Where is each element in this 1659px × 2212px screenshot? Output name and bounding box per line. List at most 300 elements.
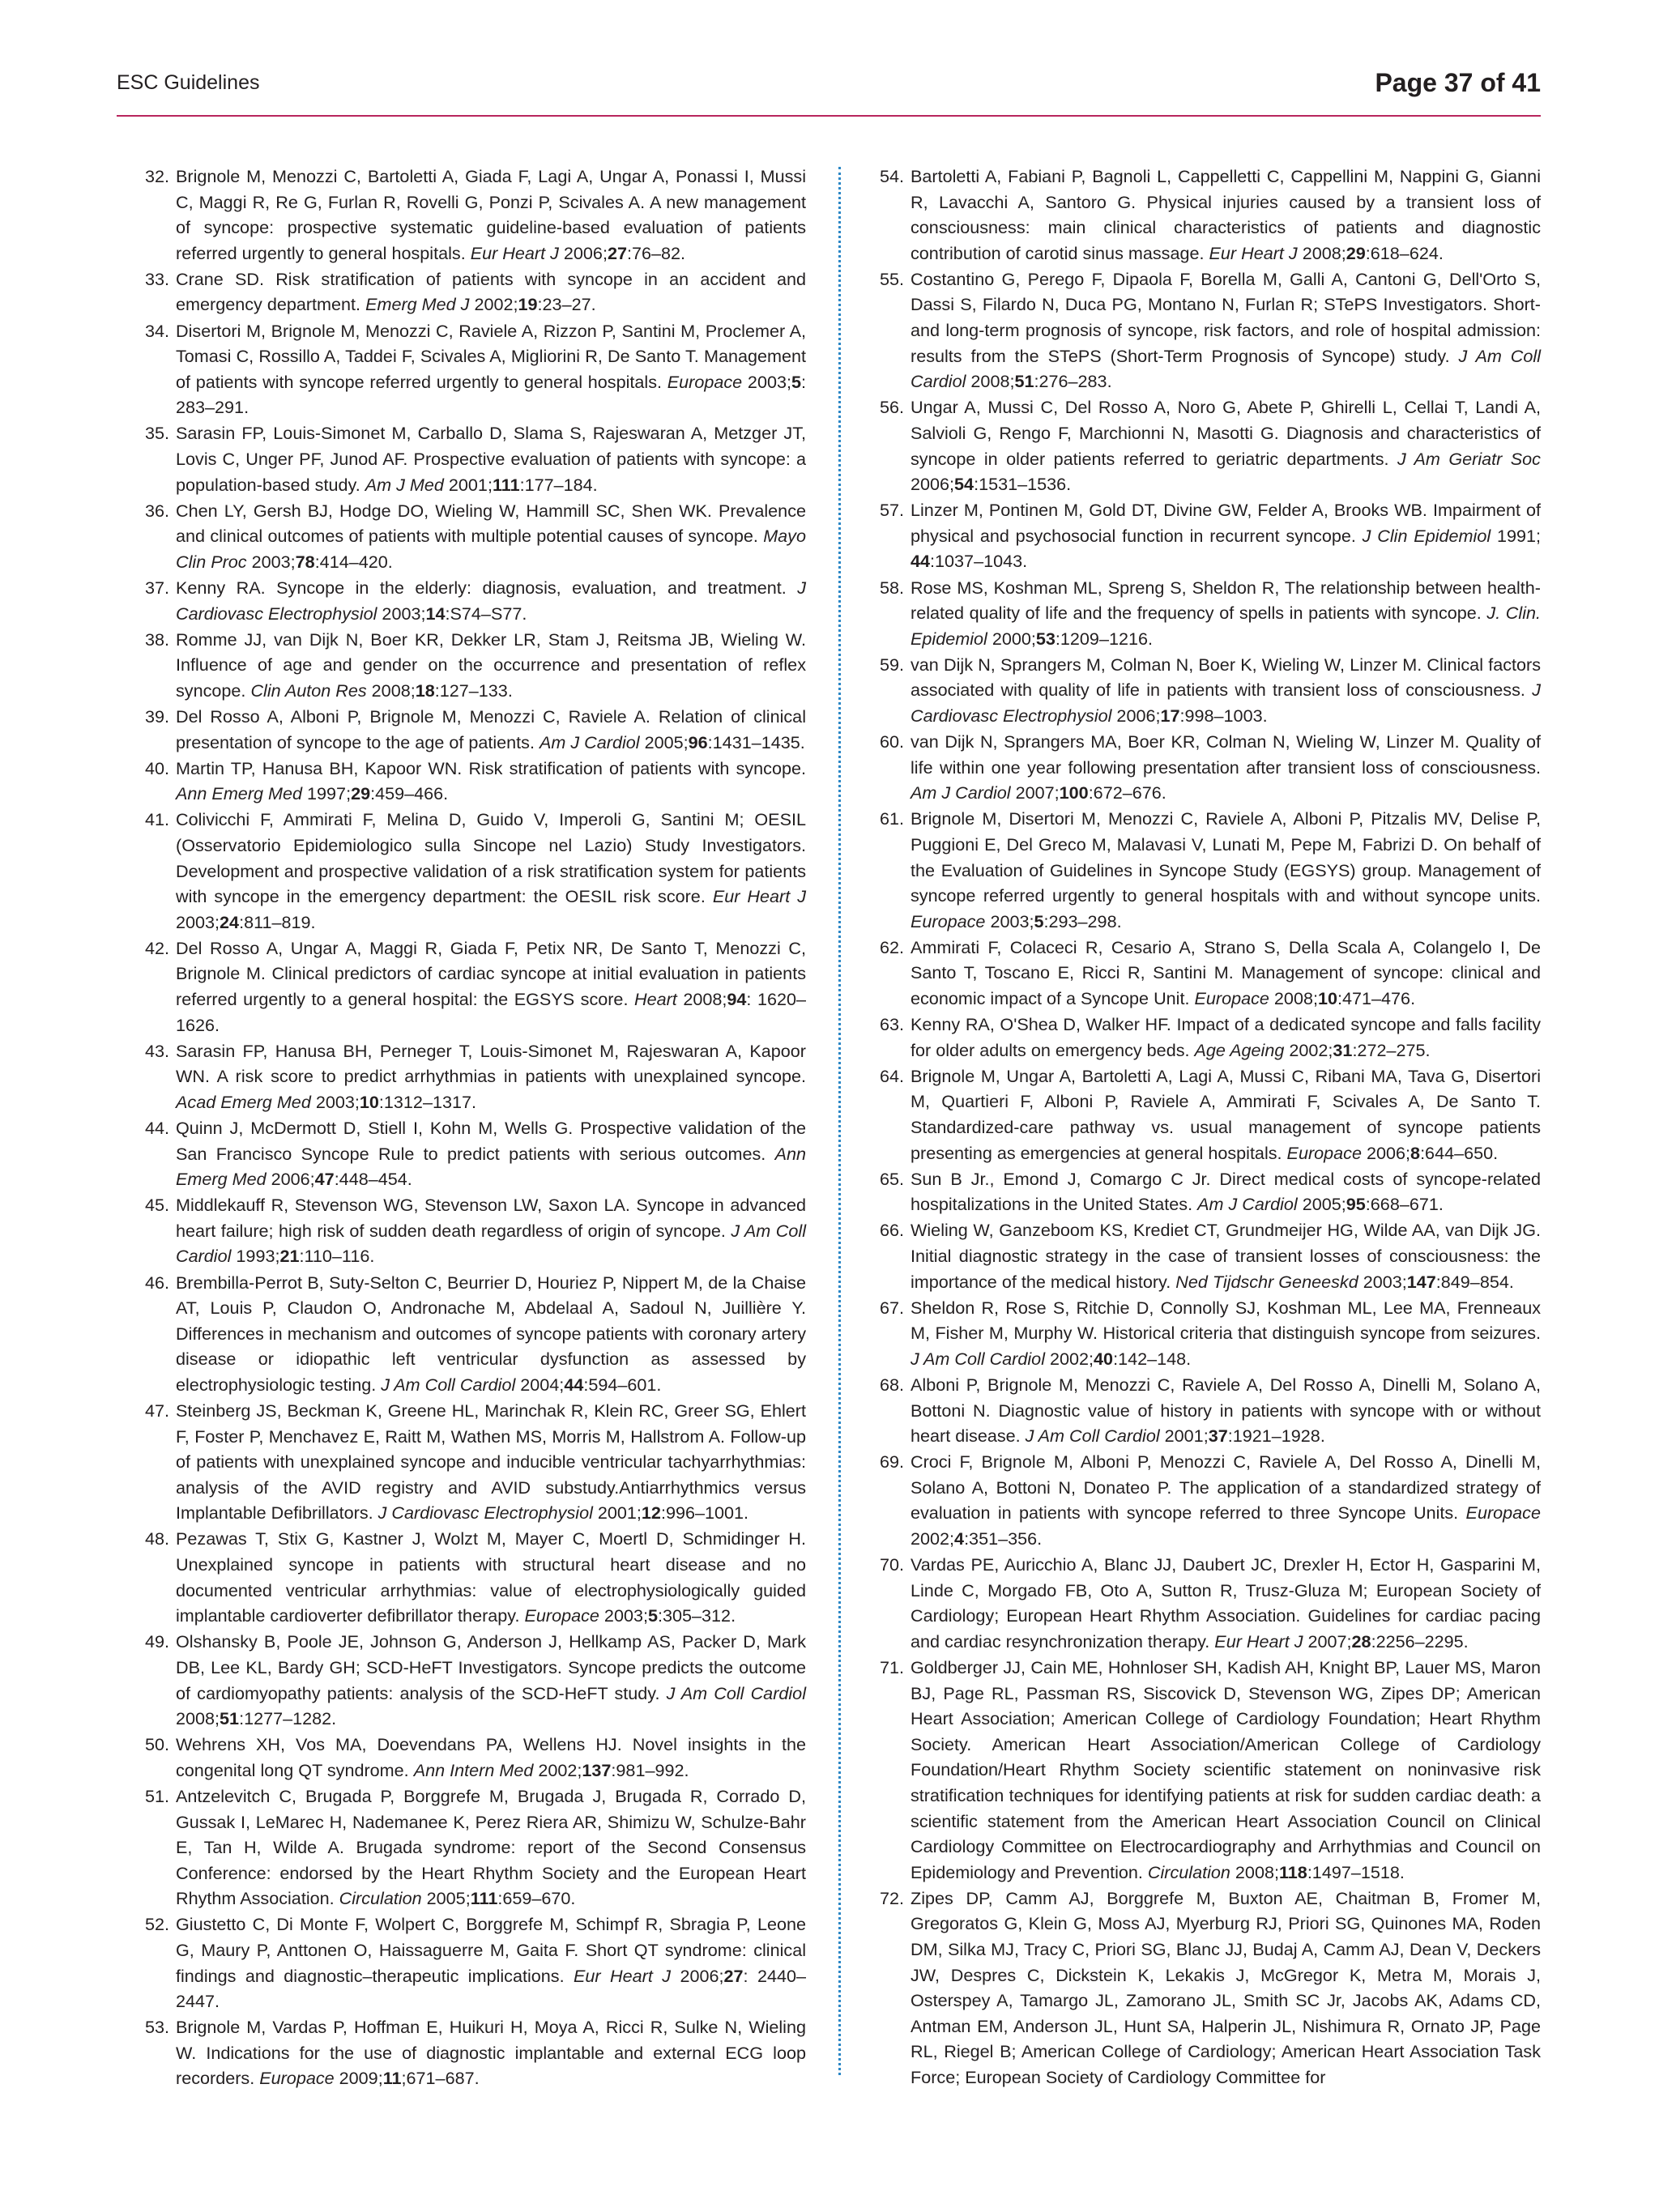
reference-text bbox=[176, 2017, 806, 2088]
citation-text: :644–650. bbox=[1420, 1142, 1499, 1163]
citation-text: Sarasin FP, Hanusa BH, Perneger T, Louis-Simonet M, Rajeswaran A, Kapoor WN. A risk score to predict arrhythmias in patients with unexplained syncope. bbox=[176, 1040, 806, 1087]
citation-text: Ungar A, Mussi C, Del Rosso A, Noro G, Abete P, Ghirelli L, Cellai T, Landi A, Salvioli G, Rengo F, Marchionni N, Masotti G. Diagnosis and characteristics of syncope in older patients referred to geriatric departments. bbox=[911, 397, 1541, 469]
reference-text bbox=[176, 321, 806, 418]
reference-number: 64. bbox=[879, 1065, 904, 1086]
citation-text: 2006; bbox=[911, 474, 955, 495]
reference-number: 40. bbox=[144, 757, 169, 778]
citation-text: 2002; bbox=[911, 1528, 955, 1549]
reference-text bbox=[176, 1272, 806, 1395]
reference-item bbox=[144, 575, 806, 626]
citation-text: Brignole M, Ungar A, Bartoletti A, Lagi A, Mussi C, Ribani MA, Tava G, Disertori M, Quartieri F, Alboni P, Raviele A, Ammirati F, Scivales A, De Santo T. Standardized-care pathway vs. usual management of syncope patients presenting as emergencies at general hospitals. bbox=[911, 1065, 1541, 1163]
reference-number: 61. bbox=[879, 808, 904, 829]
citation-text: 2004; bbox=[515, 1374, 565, 1395]
citation-text: 2005; bbox=[421, 1888, 471, 1909]
journal-title: Am J Cardiol bbox=[911, 782, 1011, 803]
reference-item bbox=[144, 420, 806, 497]
volume-number: 5 bbox=[647, 1605, 658, 1626]
citation-text: Pezawas T, Stix G, Kastner J, Wolzt M, Mayer C, Moertl D, Schmidinger H. Unexplained syncope in patients with structural heart disease and no documented ventricular arrhythmias: value of electrophysiologically guided implantable cardioverter defibrillator therapy. bbox=[176, 1528, 806, 1626]
journal-title: J Am Coll Cardiol bbox=[176, 1220, 806, 1267]
reference-text bbox=[176, 1118, 806, 1189]
reference-text bbox=[911, 1375, 1541, 1446]
citation-text: Sheldon R, Rose S, Ritchie D, Connolly SJ, Koshman ML, Lee MA, Frenneaux M, Fisher M, Murphy W. Historical criteria that distinguish syncope from seizures. bbox=[911, 1297, 1541, 1344]
citation-text: :127–133. bbox=[434, 680, 513, 701]
volume-number: 118 bbox=[1278, 1861, 1307, 1882]
reference-item bbox=[879, 1217, 1541, 1294]
reference-item bbox=[144, 1192, 806, 1269]
reference-text bbox=[176, 1914, 806, 2011]
reference-item bbox=[879, 1372, 1541, 1449]
reference-number: 54. bbox=[879, 166, 904, 186]
reference-text bbox=[911, 1888, 1541, 2087]
journal-title: Eur Heart J bbox=[1214, 1630, 1303, 1652]
volume-number: 53 bbox=[1035, 628, 1056, 649]
volume-number: 17 bbox=[1160, 705, 1180, 726]
reference-number: 41. bbox=[144, 809, 169, 830]
reference-text bbox=[176, 1786, 806, 1908]
volume-number: 21 bbox=[279, 1246, 300, 1267]
reference-text bbox=[176, 166, 806, 263]
reference-text bbox=[176, 706, 806, 752]
citation-text: 2006; bbox=[671, 1965, 724, 1986]
journal-title: J Cardiovasc Electrophysiol bbox=[911, 680, 1541, 726]
citation-text: :1277–1282. bbox=[239, 1708, 337, 1729]
volume-number: 40 bbox=[1094, 1348, 1114, 1369]
volume-number: 8 bbox=[1410, 1142, 1421, 1163]
reference-item bbox=[144, 1912, 806, 2014]
citation-text: Martin TP, Hanusa BH, Kapoor WN. Risk stratification of patients with syncope. bbox=[176, 757, 806, 778]
citation-text: 2006; bbox=[558, 242, 608, 263]
citation-text: :471–476. bbox=[1337, 988, 1416, 1008]
volume-number: 111 bbox=[470, 1888, 498, 1909]
citation-text: :414–420. bbox=[314, 551, 393, 572]
reference-text bbox=[176, 1734, 806, 1780]
reference-text bbox=[911, 166, 1541, 263]
citation-text: Middlekauff R, Stevenson WG, Stevenson LW, Saxon LA. Syncope in advanced heart failure; high risk of sudden death regardless of origin of syncope. bbox=[176, 1195, 806, 1241]
reference-text bbox=[176, 758, 806, 804]
citation-text: Goldberger JJ, Cain ME, Hohnloser SH, Kadish AH, Knight BP, Lauer MS, Maron BJ, Page RL, Passman RS, Siscovick D, Stevenson WG, Zipes DP; American Heart Association; American College of Cardiology Foundation; Heart Rhythm Society. American Heart Association/American College of Cardiology Foundation/Heart Rhythm Society scientific statement on noninvasive risk stratification techniques for identifying patients at risk for sudden cardiac death: a scientific statement from the American Heart Association Council on Clinical Cardiology Committee on Electrocardiography and Arrhythmias and Council on Epidemiology and Prevention. bbox=[911, 1656, 1541, 1882]
citation-text: :811–819. bbox=[239, 911, 316, 932]
reference-text bbox=[911, 1169, 1541, 1215]
citation-text: 2001; bbox=[592, 1502, 642, 1524]
citation-text: 2003; bbox=[310, 1091, 360, 1112]
reference-number: 55. bbox=[879, 268, 904, 289]
citation-text: 2003; bbox=[176, 911, 220, 932]
citation-text: Olshansky B, Poole JE, Johnson G, Anderson J, Hellkamp AS, Packer D, Mark DB, Lee KL, Bardy GH; SCD-HeFT Investigators. Syncope predicts the outcome of cardiomyopathy patients: analysis of the SCD-HeFT study. bbox=[176, 1631, 806, 1703]
citation-text: :1209–1216. bbox=[1055, 628, 1153, 649]
reference-number: 60. bbox=[879, 731, 904, 752]
volume-number: 5 bbox=[791, 371, 801, 392]
citation-text: :177–184. bbox=[519, 474, 598, 495]
journal-title: Acad Emerg Med bbox=[176, 1091, 311, 1112]
journal-title: Eur Heart J bbox=[1209, 242, 1298, 263]
journal-title: Am J Cardiol bbox=[539, 731, 640, 752]
citation-text: 2003; bbox=[599, 1605, 648, 1626]
reference-item bbox=[144, 1732, 806, 1783]
volume-number: 54 bbox=[954, 474, 975, 495]
reference-item bbox=[144, 2014, 806, 2091]
volume-number: 11 bbox=[382, 2068, 402, 2089]
volume-number: 95 bbox=[1346, 1194, 1366, 1215]
citation-text: 2002; bbox=[1045, 1348, 1094, 1369]
citation-text: Colivicchi F, Ammirati F, Melina D, Guido V, Imperoli G, Santini M; OESIL (Osservatorio Epidemiologico sulla Sincope nel Lazio) Study Investigators. Development and prospective validation of a risk stratification system for patients with syncope in the emergency department: the OESIL risk score. bbox=[176, 809, 806, 907]
reference-text bbox=[176, 629, 806, 701]
reference-number: 66. bbox=[879, 1220, 904, 1241]
volume-number: 100 bbox=[1059, 782, 1089, 803]
citation-text: :672–676. bbox=[1088, 782, 1166, 803]
reference-item bbox=[144, 704, 806, 755]
citation-text: Brignole M, Menozzi C, Bartoletti A, Giada F, Lagi A, Ungar A, Ponassi I, Mussi C, Maggi R, Re G, Furlan R, Rovelli G, Ponzi P, Scivales A. A new management of syncope: prospective systematic guideline-based evaluation of patients referred urgently to general hospitals. bbox=[176, 166, 806, 263]
citation-text: Brembilla-Perrot B, Suty-Selton C, Beurrier D, Houriez P, Nippert M, de la Chaise AT, Louis P, Claudon O, Andronache M, Abdelaal A, Sadoul N, Juillière Y. Differences in mechanism and outcomes of syncope patients with coronary artery disease or idiopathic left ventricular dysfunction as assessed by electrophysiologic testing. bbox=[176, 1272, 806, 1395]
citation-text: 1993; bbox=[231, 1246, 280, 1267]
volume-number: 4 bbox=[954, 1528, 965, 1549]
volume-number: 10 bbox=[359, 1091, 379, 1112]
reference-number: 67. bbox=[879, 1297, 904, 1318]
citation-text: :76–82. bbox=[626, 242, 686, 263]
journal-title: J Cardiovasc Electrophysiol bbox=[176, 578, 806, 624]
citation-text: Crane SD. Risk stratification of patients with syncope in an accident and emergency department. bbox=[176, 268, 806, 315]
citation-text: : 283–291. bbox=[176, 371, 806, 418]
reference-number: 37. bbox=[144, 578, 169, 598]
reference-item bbox=[144, 266, 806, 318]
journal-title: Am J Cardiol bbox=[1197, 1194, 1298, 1215]
citation-text: Steinberg JS, Beckman K, Greene HL, Marinchak R, Klein RC, Greer SG, Ehlert F, Foster P, Menchavez E, Raitt M, Wathen MS, Morris M, Hallstrom A. Follow-up of patients with unexplained syncope and inducible ventricular tachyarrhythmias: analysis of the AVID registry and AVID substudy.Antiarrhythmics versus Implantable Defibrillators. bbox=[176, 1400, 806, 1524]
reference-text bbox=[911, 578, 1541, 649]
reference-column-left bbox=[144, 164, 806, 2092]
citation-text: Brignole M, Disertori M, Menozzi C, Raviele A, Alboni P, Pitzalis MV, Delise P, Puggioni E, Del Greco M, Malavasi V, Lunati M, Pepe M, Fabrizi D. On behalf of the Evaluation of Guidelines in Syncope Study (EGSYS) group. Management of syncope referred urgently to general hospitals with and without syncope units. bbox=[911, 808, 1541, 906]
journal-title: Age Ageing bbox=[1194, 1039, 1285, 1060]
reference-number: 62. bbox=[879, 936, 904, 957]
volume-number: 137 bbox=[582, 1759, 612, 1780]
citation-text: :594–601. bbox=[583, 1374, 662, 1395]
citation-text: :659–670. bbox=[497, 1888, 576, 1909]
citation-text: 2008; bbox=[966, 371, 1015, 392]
citation-text: 2008; bbox=[1297, 242, 1346, 263]
citation-text: :618–624. bbox=[1365, 242, 1444, 263]
volume-number: 51 bbox=[220, 1708, 240, 1729]
citation-text: Chen LY, Gersh BJ, Hodge DO, Wieling W, Hammill SC, Shen WK. Prevalence and clinical outcomes of patients with multiple potential causes of syncope. bbox=[176, 500, 806, 547]
citation-text: 2003; bbox=[1358, 1271, 1407, 1292]
citation-text: 1997; bbox=[302, 783, 352, 804]
volume-number: 37 bbox=[1208, 1426, 1228, 1447]
volume-number: 24 bbox=[220, 911, 240, 932]
reference-item bbox=[879, 1295, 1541, 1372]
reference-number: 69. bbox=[879, 1451, 904, 1473]
journal-title: J Am Coll Cardiol bbox=[1025, 1426, 1160, 1447]
citation-text: Sun B Jr., Emond J, Comargo C Jr. Direct medical costs of syncope-related hospitalizations in the United States. bbox=[911, 1168, 1541, 1215]
page-number: Page 37 of 41 bbox=[1375, 68, 1541, 97]
reference-text bbox=[911, 397, 1541, 494]
reference-item bbox=[879, 1886, 1541, 2091]
citation-text: :110–116. bbox=[299, 1246, 375, 1267]
reference-item bbox=[144, 1526, 806, 1628]
reference-number: 39. bbox=[144, 705, 169, 727]
reference-item bbox=[879, 1063, 1541, 1166]
citation-text: Wehrens XH, Vos MA, Doevendans PA, Wellens HJ. Novel insights in the congenital long QT syndrome. bbox=[176, 1734, 806, 1780]
reference-number: 32. bbox=[144, 166, 169, 186]
reference-text bbox=[176, 269, 806, 315]
reference-text bbox=[911, 808, 1541, 931]
citation-text: 2003; bbox=[377, 603, 426, 624]
reference-number: 63. bbox=[879, 1014, 904, 1035]
citation-text: 2002; bbox=[1284, 1039, 1333, 1060]
journal-title: Ned Tijdschr Geneeskd bbox=[1175, 1271, 1358, 1292]
reference-number: 47. bbox=[144, 1400, 169, 1421]
citation-text: :998–1003. bbox=[1179, 705, 1268, 726]
reference-column-right bbox=[879, 164, 1541, 2091]
reference-number: 57. bbox=[879, 500, 904, 521]
reference-number: 72. bbox=[879, 1887, 904, 1908]
reference-text bbox=[911, 1657, 1541, 1882]
citation-text: Linzer M, Pontinen M, Gold DT, Divine GW, Felder A, Brooks WB. Impairment of physical and psychosocial function in recurrent syncope. bbox=[911, 500, 1541, 546]
reference-item bbox=[144, 1784, 806, 1912]
reference-text bbox=[911, 1066, 1541, 1163]
reference-item bbox=[879, 1552, 1541, 1654]
reference-item bbox=[144, 1629, 806, 1731]
reference-item bbox=[879, 652, 1541, 729]
volume-number: 47 bbox=[314, 1169, 335, 1190]
journal-title: Europace bbox=[1286, 1142, 1362, 1163]
citation-text: 2003; bbox=[246, 551, 296, 572]
citation-text: 2003; bbox=[985, 910, 1034, 931]
citation-text: :305–312. bbox=[658, 1605, 736, 1626]
journal-title: Europace bbox=[667, 371, 743, 392]
citation-text: Quinn J, McDermott D, Stiell I, Kohn M, Wells G. Prospective validation of the San Francisco Syncope Rule to predict patients with serious outcomes. bbox=[176, 1117, 806, 1164]
reference-number: 42. bbox=[144, 937, 169, 958]
citation-text: Disertori M, Brignole M, Menozzi C, Raviele A, Rizzon P, Santini M, Proclemer A, Tomasi C, Rossillo A, Taddei F, Scivales A, Migliorini R, De Santo T. Management of patients with syncope referred urgently to general hospitals. bbox=[176, 320, 806, 392]
journal-title: J Clin Epidemiol bbox=[1362, 525, 1491, 546]
citation-text: :1921–1928. bbox=[1227, 1426, 1325, 1447]
citation-text: : 1620–1626. bbox=[176, 989, 806, 1035]
volume-number: 111 bbox=[492, 474, 520, 495]
journal-title: Circulation bbox=[339, 1888, 422, 1909]
volume-number: 29 bbox=[351, 783, 371, 804]
reference-number: 68. bbox=[879, 1374, 904, 1395]
reference-item bbox=[144, 318, 806, 420]
volume-number: 18 bbox=[415, 680, 435, 701]
citation-text: 2002; bbox=[469, 294, 518, 315]
reference-item bbox=[144, 936, 806, 1038]
reference-number: 43. bbox=[144, 1040, 169, 1061]
citation-text: 2008; bbox=[676, 989, 727, 1009]
reference-number: 71. bbox=[879, 1656, 904, 1677]
citation-text: 2005; bbox=[1297, 1194, 1346, 1215]
citation-text: 1991; bbox=[1491, 525, 1541, 546]
reference-item bbox=[144, 627, 806, 704]
reference-item bbox=[144, 756, 806, 807]
reference-text bbox=[911, 1451, 1541, 1549]
volume-number: 51 bbox=[1014, 371, 1034, 392]
volume-number: 27 bbox=[723, 1965, 744, 1986]
reference-item bbox=[879, 1012, 1541, 1063]
reference-text bbox=[911, 500, 1541, 571]
citation-text: 2006; bbox=[1362, 1142, 1411, 1163]
volume-number: 147 bbox=[1406, 1271, 1436, 1292]
citation-text: 2008; bbox=[1230, 1861, 1279, 1882]
citation-text: :276–283. bbox=[1034, 371, 1112, 392]
page-header bbox=[117, 68, 1541, 115]
reference-number: 59. bbox=[879, 654, 904, 675]
reference-number: 33. bbox=[144, 268, 169, 289]
citation-text: 2001; bbox=[1159, 1426, 1209, 1447]
volume-number: 94 bbox=[727, 989, 747, 1009]
volume-number: 96 bbox=[688, 731, 708, 752]
reference-item bbox=[879, 394, 1541, 497]
journal-title: J Am Coll Cardiol bbox=[911, 345, 1541, 392]
volume-number: 29 bbox=[1346, 242, 1366, 263]
reference-number: 46. bbox=[144, 1272, 169, 1293]
volume-number: 44 bbox=[911, 551, 931, 572]
reference-item bbox=[879, 1166, 1541, 1217]
citation-text: ;671–687. bbox=[401, 2068, 480, 2089]
reference-text bbox=[176, 1528, 806, 1626]
citation-text: Ammirati F, Colaceci R, Cesario A, Strano S, Della Scala A, Colangelo I, De Santo T, Toscano E, Ricci R, Santini M. Management of syncope: clinical and economic impact of a Syncope Unit. bbox=[911, 936, 1541, 1008]
citation-text: Romme JJ, van Dijk N, Boer KR, Dekker LR, Stam J, Reitsma JB, Wieling W. Influence of age and gender on the occurrence and presentation of reflex syncope. bbox=[176, 629, 806, 701]
volume-number: 5 bbox=[1034, 910, 1044, 931]
volume-number: 19 bbox=[518, 294, 538, 315]
citation-text: 2008; bbox=[366, 680, 416, 701]
reference-item bbox=[144, 1270, 806, 1398]
reference-item bbox=[879, 497, 1541, 574]
citation-text: 2001; bbox=[443, 474, 493, 495]
reference-number: 38. bbox=[144, 629, 169, 650]
journal-title: J Am Geriatr Soc bbox=[1397, 448, 1541, 469]
reference-item bbox=[879, 1655, 1541, 1885]
citation-text: :849–854. bbox=[1435, 1271, 1514, 1292]
reference-text bbox=[911, 937, 1541, 1008]
reference-text bbox=[176, 578, 806, 624]
reference-item bbox=[144, 1038, 806, 1115]
journal-title: Clin Auton Res bbox=[250, 680, 367, 701]
journal-title: Europace bbox=[911, 910, 986, 931]
reference-text bbox=[911, 1014, 1541, 1060]
citation-text: 2007; bbox=[1303, 1630, 1352, 1652]
journal-title: J Cardiovasc Electrophysiol bbox=[377, 1502, 593, 1524]
reference-number: 70. bbox=[879, 1554, 904, 1575]
reference-number: 44. bbox=[144, 1117, 169, 1138]
citation-text: :351–356. bbox=[964, 1528, 1043, 1549]
citation-text: :981–992. bbox=[611, 1759, 689, 1780]
reference-item bbox=[879, 806, 1541, 934]
citation-text: :1037–1043. bbox=[930, 551, 1028, 572]
journal-title: J Am Coll Cardiol bbox=[381, 1374, 516, 1395]
citation-text: :293–298. bbox=[1043, 910, 1122, 931]
citation-text: Brignole M, Vardas P, Hoffman E, Huikuri H, Moya A, Ricci R, Sulke N, Wieling W. Indications for the use of diagnostic implantable and external ECG loop recorders. bbox=[176, 2017, 806, 2089]
reference-item bbox=[144, 1115, 806, 1192]
reference-item bbox=[879, 266, 1541, 394]
citation-text: :2256–2295. bbox=[1371, 1630, 1469, 1652]
citation-text: 2000; bbox=[987, 628, 1036, 649]
reference-text bbox=[176, 1041, 806, 1112]
reference-text bbox=[176, 1195, 806, 1266]
reference-text bbox=[911, 654, 1541, 726]
journal-title: Emerg Med J bbox=[365, 294, 470, 315]
header-rule bbox=[117, 115, 1541, 117]
reference-text bbox=[911, 1554, 1541, 1652]
reference-item bbox=[144, 498, 806, 575]
citation-text: Croci F, Brignole M, Alboni P, Menozzi C, Raviele A, Del Rosso A, Dinelli M, Solano A, Bottoni N, Donateo P. The application of a standardized strategy of evaluation in patients with syncope referred to three Syncope Units. bbox=[911, 1451, 1541, 1524]
reference-number: 49. bbox=[144, 1631, 169, 1652]
journal-title: Eur Heart J bbox=[712, 886, 806, 907]
citation-text: Del Rosso A, Alboni P, Brignole M, Menozzi C, Raviele A. Relation of clinical presentation of syncope to the age of patients. bbox=[176, 705, 806, 752]
reference-number: 35. bbox=[144, 423, 169, 444]
reference-text bbox=[176, 501, 806, 572]
reference-number: 53. bbox=[144, 2017, 169, 2038]
citation-text: :142–148. bbox=[1113, 1348, 1192, 1369]
citation-text: Antzelevitch C, Brugada P, Borggrefe M, Brugada J, Brugada R, Corrado D, Gussak I, LeMarec H, Nademanee K, Perez Riera AR, Shimizu W, Schulze-Bahr E, Tan H, Wilde A. Brugada syndrome: report of the Second Consensus Conference: endorsed by the Heart Rhythm Society and the European Heart Rhythm Association. bbox=[176, 1785, 806, 1909]
volume-number: 14 bbox=[425, 603, 446, 624]
reference-number: 51. bbox=[144, 1785, 169, 1806]
citation-text: :1431–1435. bbox=[707, 731, 805, 752]
citation-text: 2009; bbox=[334, 2068, 383, 2089]
citation-text: Kenny RA, O'Shea D, Walker HF. Impact of a dedicated syncope and falls facility for older adults on emergency beds. bbox=[911, 1014, 1541, 1060]
citation-text: 2006; bbox=[1111, 705, 1161, 726]
citation-text: 2003; bbox=[742, 371, 791, 392]
citation-text: Kenny RA. Syncope in the elderly: diagnosis, evaluation, and treatment. bbox=[176, 578, 798, 598]
citation-text: Vardas PE, Auricchio A, Blanc JJ, Daubert JC, Drexler H, Ector H, Gasparini M, Linde C, Morgado FB, Oto A, Sutton R, Trusz-Gluza M; European Society of Cardiology; European Heart Rhythm Association. Guidelines for cardiac pacing and cardiac resynchronization therapy. bbox=[911, 1554, 1541, 1652]
reference-number: 36. bbox=[144, 500, 169, 521]
citation-text: van Dijk N, Sprangers MA, Boer KR, Colman N, Wieling W, Linzer M. Quality of life within one year following presentation after transient loss of consciousness. bbox=[911, 731, 1541, 778]
citation-text: 2008; bbox=[176, 1708, 220, 1729]
journal-title: Eur Heart J bbox=[574, 1965, 672, 1986]
volume-number: 31 bbox=[1333, 1039, 1353, 1060]
reference-item bbox=[879, 575, 1541, 652]
reference-number: 52. bbox=[144, 1914, 169, 1935]
citation-text: Del Rosso A, Ungar A, Maggi R, Giada F, Petix NR, De Santo T, Menozzi C, Brignole M. Clinical predictors of cardiac syncope at initial evaluation in patients referred urgently to a general hospital: the EGSYS score. bbox=[176, 937, 806, 1009]
citation-text: Alboni P, Brignole M, Menozzi C, Raviele A, Del Rosso A, Dinelli M, Solano A, Bottoni N. Diagnostic value of history in patients with syncope with or without heart disease. bbox=[911, 1374, 1541, 1447]
reference-number: 65. bbox=[879, 1168, 904, 1189]
citation-text: 2006; bbox=[266, 1169, 315, 1190]
volume-number: 44 bbox=[564, 1374, 584, 1395]
journal-title: Circulation bbox=[1147, 1861, 1230, 1882]
citation-text: Zipes DP, Camm AJ, Borggrefe M, Buxton AE, Chaitman B, Fromer M, Gregoratos G, Klein G, Moss AJ, Myerburg RJ, Priori SG, Quinones MA, Roden DM, Silka MJ, Tracy C, Priori SG, Blanc JJ, Budaj A, Camm AJ, Dean V, Deckers JW, Despres C, Dickstein K, Lekakis J, McGregor K, Metra M, Morais J, Osterspey A, Tamargo JL, Zamorano JL, Smith SC Jr, Jacobs AK, Adams CD, Antman EM, Anderson JL, Hunt SA, Halperin JL, Nishimura R, Ornato JP, Page RL, Riegel B; American College of Cardiology; American Heart Association Task Force; European Society of Cardiology Committee for bbox=[911, 1887, 1541, 2087]
citation-text: 2005; bbox=[639, 731, 689, 752]
journal-title: J Am Coll Cardiol bbox=[666, 1682, 806, 1703]
journal-title: Europace bbox=[259, 2068, 335, 2089]
reference-text bbox=[911, 1298, 1541, 1369]
citation-text: :996–1001. bbox=[660, 1502, 749, 1524]
journal-title: J Am Coll Cardiol bbox=[911, 1348, 1045, 1369]
volume-number: 12 bbox=[641, 1502, 661, 1524]
reference-text bbox=[176, 809, 806, 931]
volume-number: 10 bbox=[1317, 988, 1337, 1008]
reference-number: 34. bbox=[144, 320, 169, 341]
reference-item bbox=[879, 1449, 1541, 1551]
volume-number: 28 bbox=[1351, 1630, 1371, 1652]
journal-title: Am J Med bbox=[365, 474, 444, 495]
journal-title: Ann Intern Med bbox=[413, 1759, 534, 1780]
citation-text: van Dijk N, Sprangers M, Colman N, Boer K, Wieling W, Linzer M. Clinical factors associated with quality of life in patients with transient loss of consciousness. bbox=[911, 654, 1541, 701]
reference-text bbox=[176, 1631, 806, 1728]
citation-text: Rose MS, Koshman ML, Spreng S, Sheldon R, The relationship between health-related quality of life and the frequency of spells in patients with syncope. bbox=[911, 577, 1541, 624]
journal-title: Europace bbox=[1465, 1502, 1541, 1524]
reference-text bbox=[176, 938, 806, 1035]
citation-text: :1497–1518. bbox=[1307, 1861, 1405, 1882]
citation-text: Costantino G, Perego F, Dipaola F, Borella M, Galli A, Cantoni G, Dell'Orto S, Dassi S, Filardo N, Duca PG, Montano N, Furlan R; STePS Investigators. Short- and long-term prognosis of syncope, risk factors, and role of hospital admission: results from the STePS (Short-Term Prognosis of Syncope) study. bbox=[911, 268, 1541, 366]
journal-title: J. Clin. Epidemiol bbox=[911, 603, 1541, 649]
citation-text: Giustetto C, Di Monte F, Wolpert C, Borggrefe M, Schimpf R, Sbragia P, Leone G, Maury P, Anttonen O, Haissaguerre M, Gaita F. Short QT syndrome: clinical findings and diagnostic–therapeutic implications. bbox=[176, 1914, 806, 1986]
citation-text: Bartoletti A, Fabiani P, Bagnoli L, Cappelletti C, Cappellini M, Nappini G, Gianni R, Lavacchi A, Santoro G. Physical injuries caused by a transient loss of consciousness: main clinical characteristics of patients and diagnostic contribution of carotid sinus massage. bbox=[911, 166, 1541, 263]
reference-item bbox=[144, 1398, 806, 1526]
reference-item bbox=[144, 807, 806, 935]
citation-text: :S74–S77. bbox=[445, 603, 527, 624]
citation-text: 2002; bbox=[533, 1759, 582, 1780]
citation-text: :1312–1317. bbox=[378, 1091, 476, 1112]
citation-text: Wieling W, Ganzeboom KS, Krediet CT, Grundmeijer HG, Wilde AA, van Dijk JG. Initial diagnostic strategy in the case of transient losses of consciousness: the importance of the medical history. bbox=[911, 1220, 1541, 1292]
reference-number: 48. bbox=[144, 1528, 169, 1549]
reference-item bbox=[144, 164, 806, 266]
citation-text: :668–671. bbox=[1365, 1194, 1444, 1215]
journal-title: Europace bbox=[1194, 988, 1269, 1008]
